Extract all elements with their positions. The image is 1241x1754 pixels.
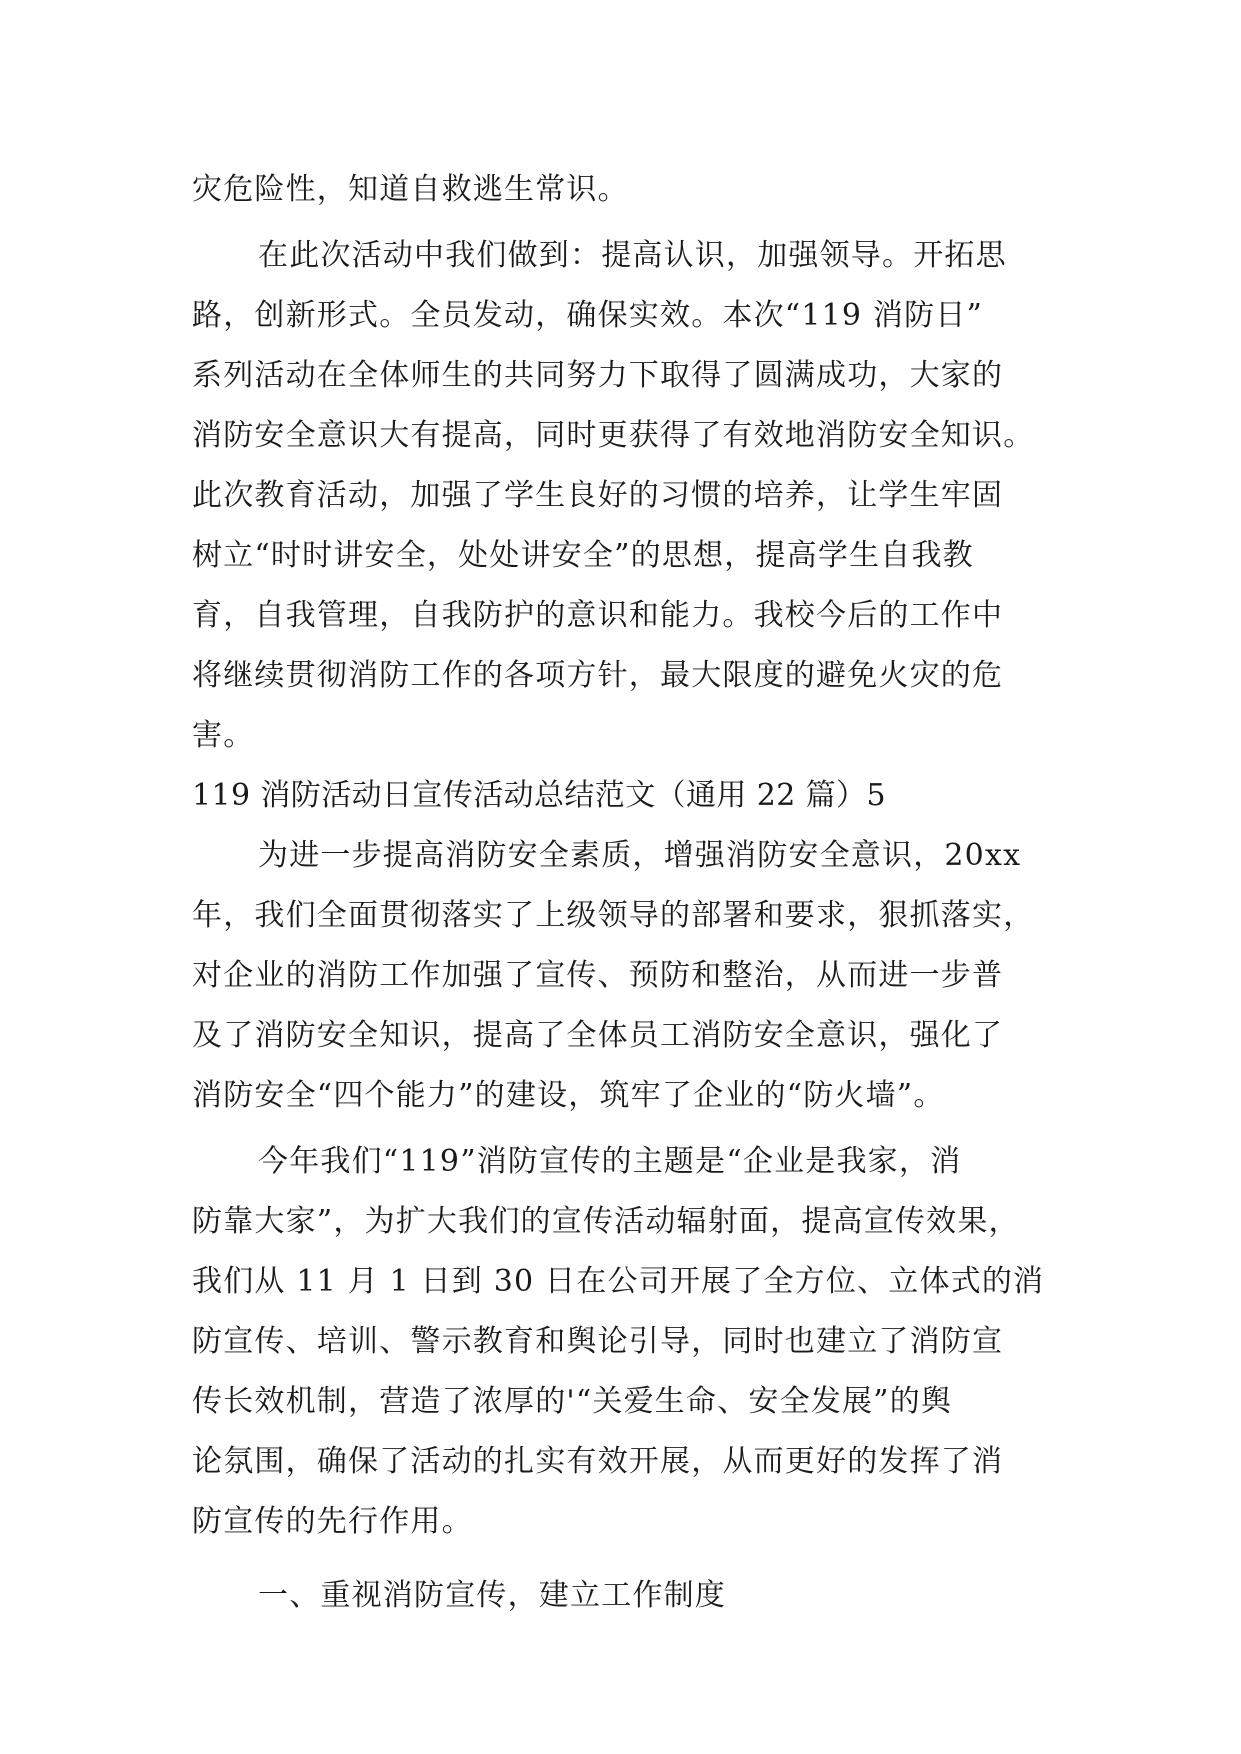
- paragraph-line: 传长效机制，营造了浓厚的'“关爱生命、安全发展”的舆: [192, 1384, 953, 1419]
- section-heading: 119 消防活动日宣传活动总结范文（通用 22 篇）5: [192, 778, 886, 813]
- paragraph-line: 论氛围，确保了活动的扎实有效开展，从而更好的发挥了消: [192, 1444, 1004, 1479]
- paragraph-line: 消防安全“四个能力”的建设，筑牢了企业的“防火墙”。: [192, 1078, 945, 1113]
- paragraph-line: 我们从 11 月 1 日到 30 日在公司开展了全方位、立体式的消: [192, 1264, 1045, 1299]
- paragraph-line: 今年我们“119”消防宣传的主题是“企业是我家，消: [258, 1144, 962, 1179]
- paragraph-line: 年，我们全面贯彻落实了上级领导的部署和要求，狠抓落实，: [192, 898, 1035, 933]
- subsection-heading: 一、重视消防宣传，建立工作制度: [258, 1578, 726, 1613]
- paragraph-line: 在此次活动中我们做到：提高认识，加强领导。开拓思: [258, 238, 1007, 273]
- paragraph-line: 将继续贯彻消防工作的各项方针，最大限度的避免火灾的危: [192, 658, 1004, 693]
- paragraph-line: 防靠大家”，为扩大我们的宣传活动辐射面，提高宣传效果，: [192, 1204, 1020, 1239]
- paragraph-line: 对企业的消防工作加强了宣传、预防和整治，从而进一步普: [192, 958, 1004, 993]
- paragraph-line: 及了消防安全知识，提高了全体员工消防安全意识，强化了: [192, 1018, 1004, 1053]
- paragraph-line: 系列活动在全体师生的共同努力下取得了圆满成功，大家的: [192, 358, 1004, 393]
- paragraph-line: 消防安全意识大有提高，同时更获得了有效地消防安全知识。: [192, 418, 1035, 453]
- document-body: [192, 160, 1052, 1626]
- paragraph-line: 为进一步提高消防安全素质，增强消防安全意识，20xx: [258, 838, 1022, 873]
- paragraph-line: 灾危险性，知道自救逃生常识。: [192, 172, 629, 207]
- paragraph-line: 育，自我管理，自我防护的意识和能力。我校今后的工作中: [192, 598, 1004, 633]
- paragraph-line: 防宣传、培训、警示教育和舆论引导，同时也建立了消防宣: [192, 1324, 1004, 1359]
- paragraph-line: 路，创新形式。全员发动，确保实效。本次“119 消防日”: [192, 298, 984, 333]
- paragraph-line: 此次教育活动，加强了学生良好的习惯的培养，让学生牢固: [192, 478, 1004, 513]
- paragraph-line: 树立“时时讲安全，处处讲安全”的思想，提高学生自我教: [192, 538, 974, 573]
- paragraph-line: 防宣传的先行作用。: [192, 1504, 473, 1539]
- paragraph-line: 害。: [192, 718, 255, 753]
